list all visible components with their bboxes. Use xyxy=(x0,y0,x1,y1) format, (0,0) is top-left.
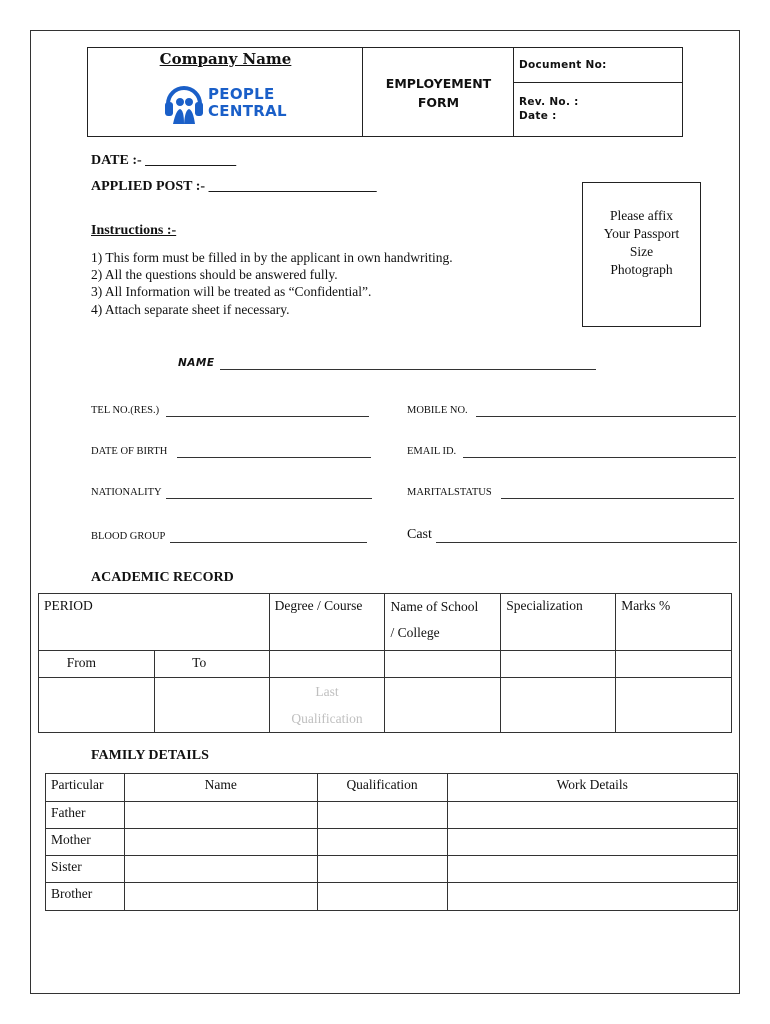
instruction-item: 2) All the questions should be answered fully. xyxy=(91,267,338,282)
qualification-header: Qualification xyxy=(317,774,447,802)
period-header: PERIOD xyxy=(39,594,270,651)
photo-line2: Your Passport xyxy=(603,226,680,241)
family-cell[interactable] xyxy=(124,829,317,856)
academic-record-table xyxy=(38,593,732,733)
name-header: Name xyxy=(124,774,317,802)
marks-header: Marks % xyxy=(616,594,732,651)
date-field[interactable]: DATE :- _____________ xyxy=(91,153,237,168)
family-cell[interactable] xyxy=(124,856,317,883)
academic-cell[interactable] xyxy=(269,651,385,678)
company-cell xyxy=(88,48,363,136)
company-name: Company Name xyxy=(159,50,292,68)
specialization-header: Specialization xyxy=(501,594,616,651)
school-header-line1: Name of School xyxy=(390,599,479,614)
academic-cell[interactable] xyxy=(385,651,501,678)
blood-group-input-line[interactable] xyxy=(170,531,367,543)
marital-status-label: MARITALSTATUS xyxy=(407,487,492,498)
family-relation: Mother xyxy=(46,829,125,856)
instruction-item: 1) This form must be filled in by the applicant in own handwriting. xyxy=(91,250,453,265)
table-row xyxy=(46,856,738,883)
academic-cell[interactable] xyxy=(501,651,616,678)
cast-label: Cast xyxy=(407,527,432,542)
instruction-item: 4) Attach separate sheet if necessary. xyxy=(91,302,290,317)
cast-input-line[interactable] xyxy=(436,529,737,543)
degree-header: Degree / Course xyxy=(269,594,385,651)
marital-status-input-line[interactable] xyxy=(501,487,734,499)
academic-cell[interactable] xyxy=(616,651,732,678)
table-row xyxy=(46,829,738,856)
last-qualification-line2: Qualification xyxy=(291,711,363,726)
name-input-line[interactable] xyxy=(220,357,596,370)
family-details-title: FAMILY DETAILS xyxy=(91,748,209,763)
dob-input-line[interactable] xyxy=(177,446,371,458)
family-relation: Brother xyxy=(46,883,125,911)
school-header xyxy=(385,594,501,651)
name-label: NAME xyxy=(178,357,215,369)
table-row xyxy=(46,802,738,829)
family-cell[interactable] xyxy=(447,802,738,829)
family-cell[interactable] xyxy=(317,883,447,911)
document-info-divider xyxy=(514,82,682,83)
family-cell[interactable] xyxy=(447,829,738,856)
family-details-table xyxy=(45,773,738,911)
academic-cell[interactable] xyxy=(616,678,732,733)
instructions-title: Instructions :- xyxy=(91,223,177,238)
from-header: From xyxy=(39,651,155,678)
family-cell[interactable] xyxy=(447,856,738,883)
logo-text xyxy=(208,86,287,120)
family-cell[interactable] xyxy=(317,802,447,829)
work-details-header: Work Details xyxy=(447,774,738,802)
academic-cell[interactable] xyxy=(39,678,155,733)
document-no-label: Document No: xyxy=(519,59,607,71)
blood-group-label: BLOOD GROUP xyxy=(91,531,166,542)
header-box xyxy=(87,47,683,137)
mobile-input-line[interactable] xyxy=(476,405,736,417)
photo-line3: Size xyxy=(629,244,654,259)
form-title-line1: EMPLOYEMENT xyxy=(385,76,492,91)
form-title-cell xyxy=(363,48,514,136)
photo-line4: Photograph xyxy=(610,262,673,277)
table-row xyxy=(46,883,738,911)
document-info-cell xyxy=(514,48,682,136)
academic-cell[interactable] xyxy=(501,678,616,733)
nationality-input-line[interactable] xyxy=(166,487,372,499)
academic-cell[interactable] xyxy=(385,678,501,733)
mobile-label: MOBILE NO. xyxy=(407,405,468,416)
family-cell[interactable] xyxy=(317,829,447,856)
applied-post-field[interactable]: APPLIED POST :- ________________________ xyxy=(91,179,377,194)
logo-line-people: PEOPLE xyxy=(208,85,275,103)
family-cell[interactable] xyxy=(124,802,317,829)
dob-label: DATE OF BIRTH xyxy=(91,446,168,457)
particular-header: Particular xyxy=(46,774,125,802)
family-cell[interactable] xyxy=(317,856,447,883)
academic-cell[interactable] xyxy=(154,678,269,733)
form-title-line2: FORM xyxy=(417,95,460,110)
academic-record-title: ACADEMIC RECORD xyxy=(91,570,234,585)
tel-input-line[interactable] xyxy=(166,405,369,417)
to-header: To xyxy=(154,651,269,678)
form-title xyxy=(363,74,514,112)
date-label: Date : xyxy=(519,110,557,122)
photo-line1: Please affix xyxy=(609,208,674,223)
logo-line-central: CENTRAL xyxy=(208,102,287,120)
school-header-line2: / College xyxy=(390,625,440,640)
tel-label: TEL NO.(RES.) xyxy=(91,405,160,416)
rev-no-label: Rev. No. : xyxy=(519,96,579,108)
nationality-label: NATIONALITY xyxy=(91,487,162,498)
last-qualification-cell[interactable] xyxy=(269,678,385,733)
last-qualification-line1: Last xyxy=(315,684,339,699)
headphones-people-icon xyxy=(162,82,206,126)
instruction-item: 3) All Information will be treated as “Confidential”. xyxy=(91,284,372,299)
passport-photo-box[interactable] xyxy=(582,182,701,327)
family-cell[interactable] xyxy=(124,883,317,911)
family-relation: Sister xyxy=(46,856,125,883)
family-relation: Father xyxy=(46,802,125,829)
email-input-line[interactable] xyxy=(463,446,736,458)
family-cell[interactable] xyxy=(447,883,738,911)
email-label: EMAIL ID. xyxy=(407,446,457,457)
people-central-logo xyxy=(162,84,292,126)
